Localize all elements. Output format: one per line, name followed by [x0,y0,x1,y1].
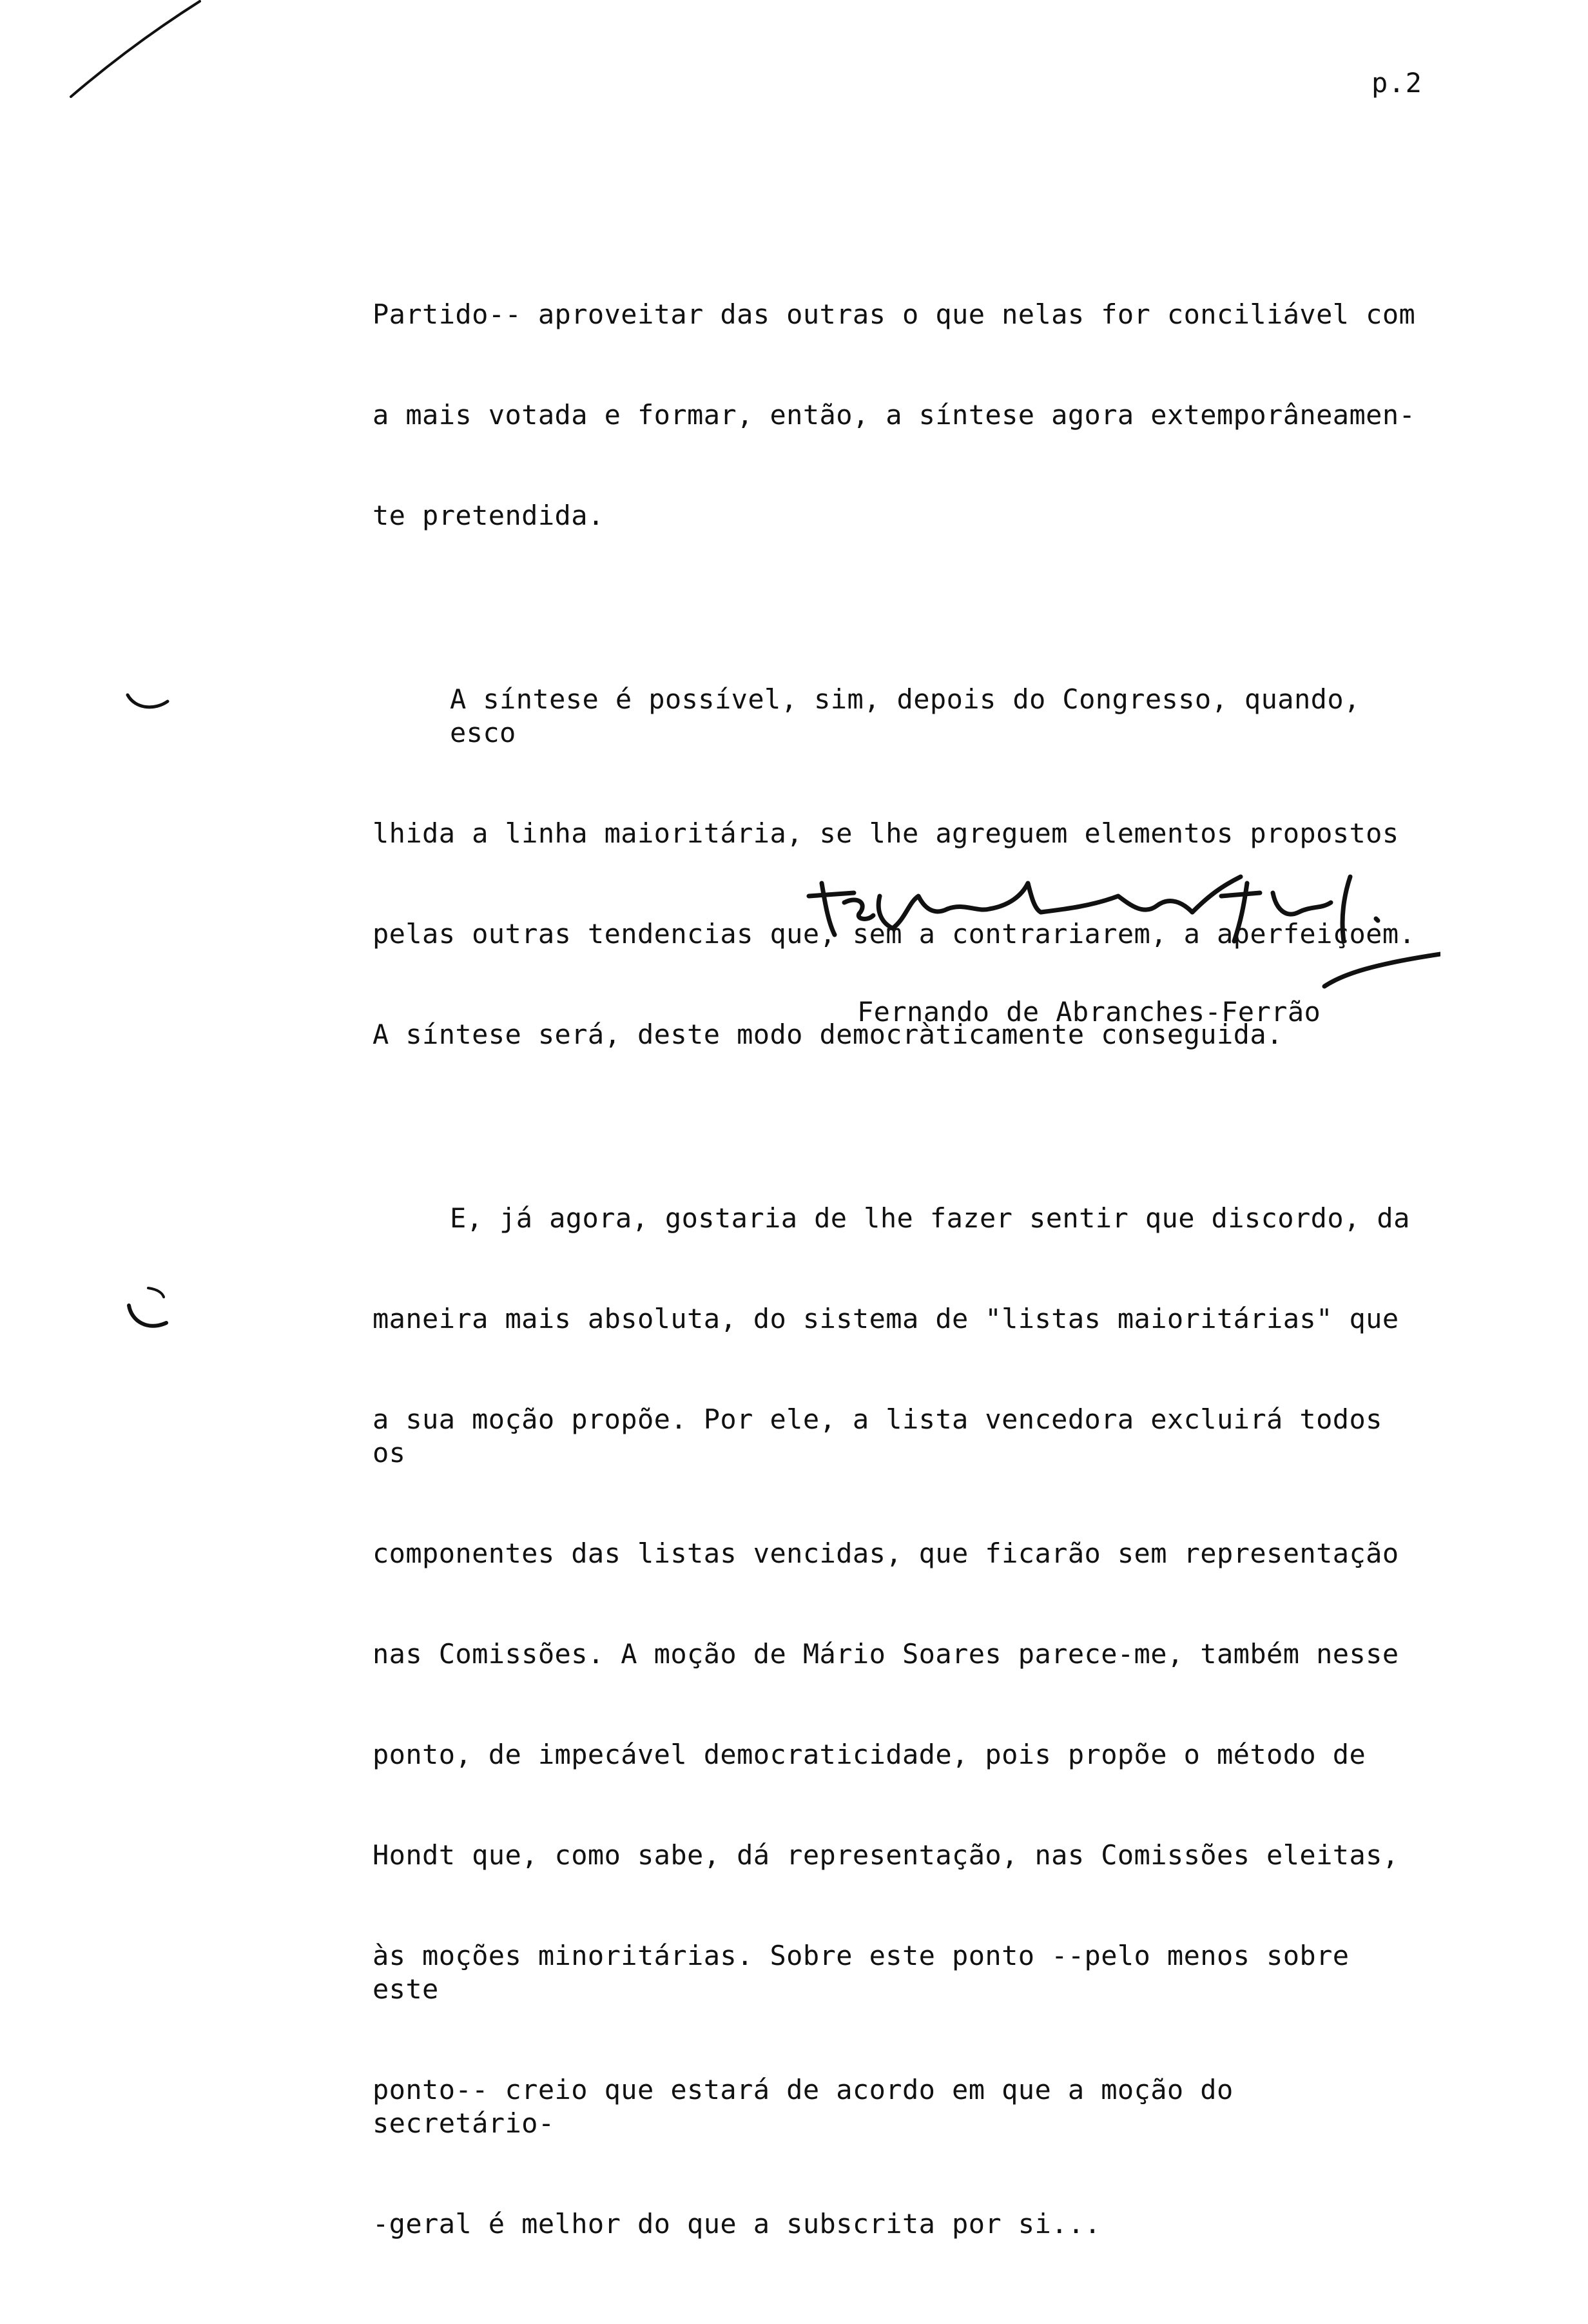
punch-hole-mark [122,1283,174,1341]
text-line: nas Comissões. A moção de Mário Soares parece-me, também nesse [373,1638,1399,1670]
text-line: te pretendida. [373,500,605,531]
letter-body [373,231,1429,2324]
punch-hole-mark [122,690,174,716]
text-line: maneira mais absoluta, do sistema de "listas maioritárias" que [373,1303,1399,1334]
text-line: pelas outras tendencias que, sem a contrariarem, a aperfeiçoem. [373,918,1416,950]
pen-stroke-mark [64,0,206,103]
signer-name: Fernando de Abranches-Ferrão [857,996,1321,1028]
text-line: ponto, de impecável democraticidade, pois propõe o método de [373,1739,1366,1770]
text-line: componentes das listas vencidas, que ficarão sem representação [373,1538,1399,1569]
text-line: A síntese será, deste modo democràticamente conseguida. [373,1019,1283,1050]
handwritten-signature [796,857,1440,1006]
text-line: lhida a linha maioritária, se lhe agreguem elementos propostos [373,817,1399,849]
paragraph-1 [373,231,1429,600]
paragraph-3 [373,1135,1429,2308]
text-line: Hondt que, como sabe, dá representação, nas Comissões eleitas, [373,1839,1399,1871]
text-line: ponto-- creio que estará de acordo em que a moção do secretário- [373,2074,1250,2139]
page-number: p.2 [1371,67,1422,99]
text-line: a sua moção propõe. Por ele, a lista vencedora excluirá todos os [373,1403,1399,1469]
text-line: E, já agora, gostaria de lhe fazer sentir que discordo, da [450,1202,1410,1234]
text-line: a mais votada e formar, então, a síntese agora extemporâneamen- [373,399,1416,431]
text-line: às moções minoritárias. Sobre este ponto --pelo menos sobre este [373,1940,1366,2005]
text-line: Partido-- aproveitar das outras o que nelas for conciliável com [373,298,1416,330]
text-line: A síntese é possível, sim, depois do Congresso, quando, esco [450,683,1377,748]
text-line: -geral é melhor do que a subscrita por si... [373,2208,1101,2240]
